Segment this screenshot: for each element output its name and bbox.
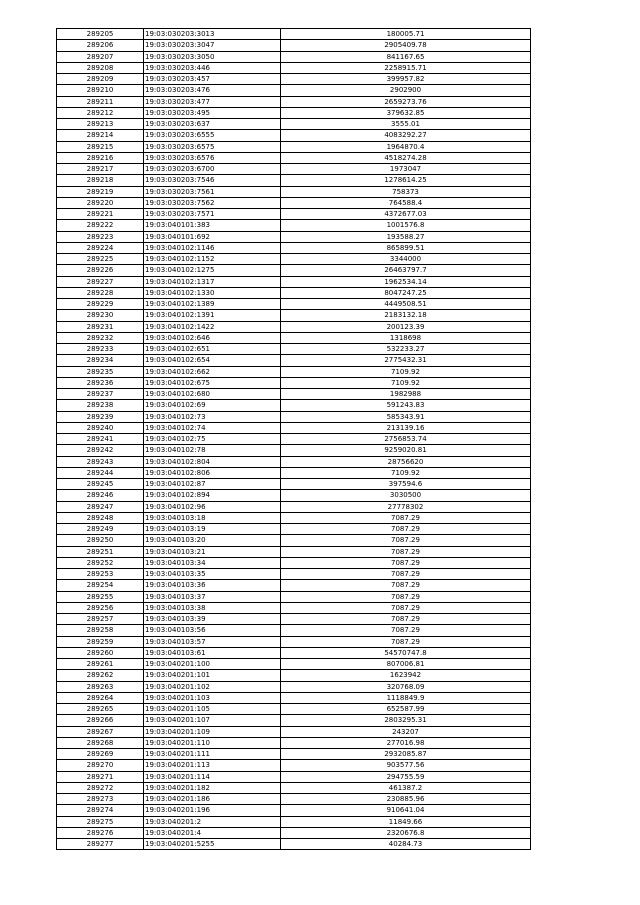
row-number-cell: 289258 [57, 625, 144, 636]
cadastral-number-cell: 19:03:040103:34 [144, 557, 281, 568]
value-cell: 7087.29 [281, 636, 531, 647]
value-cell: 7109.92 [281, 377, 531, 388]
table-row [57, 197, 531, 208]
cadastral-number-cell: 19:03:040102:96 [144, 501, 281, 512]
value-cell: 379632.85 [281, 107, 531, 118]
cadastral-number-cell: 19:03:040102:894 [144, 490, 281, 501]
row-number-cell: 289211 [57, 96, 144, 107]
row-number-cell: 289259 [57, 636, 144, 647]
table-row [57, 299, 531, 310]
value-cell: 2902900 [281, 85, 531, 96]
cadastral-number-cell: 19:03:040201:114 [144, 771, 281, 782]
table-row [57, 490, 531, 501]
value-cell: 7087.29 [281, 512, 531, 523]
cadastral-number-cell: 19:03:040103:38 [144, 602, 281, 613]
cadastral-number-cell: 19:03:030203:3047 [144, 40, 281, 51]
value-cell: 7087.29 [281, 614, 531, 625]
value-cell: 7087.29 [281, 535, 531, 546]
table-row [57, 445, 531, 456]
row-number-cell: 289225 [57, 254, 144, 265]
table-body [57, 29, 531, 850]
row-number-cell: 289244 [57, 467, 144, 478]
row-number-cell: 289269 [57, 749, 144, 760]
cadastral-number-cell: 19:03:040103:61 [144, 647, 281, 658]
table-row [57, 512, 531, 523]
value-cell: 758373 [281, 186, 531, 197]
row-number-cell: 289248 [57, 512, 144, 523]
row-number-cell: 289255 [57, 591, 144, 602]
cadastral-number-cell: 19:03:040103:18 [144, 512, 281, 523]
row-number-cell: 289208 [57, 62, 144, 73]
cadastral-number-cell: 19:03:040201:182 [144, 782, 281, 793]
value-cell: 277016.98 [281, 737, 531, 748]
table-row [57, 422, 531, 433]
row-number-cell: 289219 [57, 186, 144, 197]
cadastral-number-cell: 19:03:040201:5255 [144, 839, 281, 850]
table-row [57, 546, 531, 557]
table-row [57, 62, 531, 73]
cadastral-number-cell: 19:03:040103:57 [144, 636, 281, 647]
cadastral-number-cell: 19:03:040102:1152 [144, 254, 281, 265]
table-row [57, 456, 531, 467]
row-number-cell: 289240 [57, 422, 144, 433]
cadastral-number-cell: 19:03:040201:103 [144, 692, 281, 703]
cadastral-number-cell: 19:03:040201:113 [144, 760, 281, 771]
value-cell: 2803295.31 [281, 715, 531, 726]
cadastral-number-cell: 19:03:040201:100 [144, 659, 281, 670]
cadastral-number-cell: 19:03:040102:1330 [144, 287, 281, 298]
table-row [57, 602, 531, 613]
cadastral-number-cell: 19:03:040103:36 [144, 580, 281, 591]
cadastral-number-cell: 19:03:040102:74 [144, 422, 281, 433]
row-number-cell: 289220 [57, 197, 144, 208]
row-number-cell: 289251 [57, 546, 144, 557]
table-row [57, 827, 531, 838]
row-number-cell: 289212 [57, 107, 144, 118]
row-number-cell: 289215 [57, 141, 144, 152]
row-number-cell: 289205 [57, 29, 144, 40]
cadastral-number-cell: 19:03:040103:39 [144, 614, 281, 625]
table-row [57, 107, 531, 118]
row-number-cell: 289241 [57, 434, 144, 445]
value-cell: 764588.4 [281, 197, 531, 208]
table-row [57, 265, 531, 276]
table-row [57, 389, 531, 400]
value-cell: 4518274.28 [281, 152, 531, 163]
row-number-cell: 289221 [57, 209, 144, 220]
row-number-cell: 289213 [57, 119, 144, 130]
value-cell: 28756620 [281, 456, 531, 467]
table-row [57, 254, 531, 265]
cadastral-number-cell: 19:03:040102:804 [144, 456, 281, 467]
value-cell: 7087.29 [281, 602, 531, 613]
row-number-cell: 289264 [57, 692, 144, 703]
row-number-cell: 289257 [57, 614, 144, 625]
cadastral-number-cell: 19:03:040102:1146 [144, 242, 281, 253]
row-number-cell: 289261 [57, 659, 144, 670]
table-row [57, 40, 531, 51]
row-number-cell: 289246 [57, 490, 144, 501]
table-row [57, 479, 531, 490]
cadastral-number-cell: 19:03:040102:1389 [144, 299, 281, 310]
value-cell: 40284.73 [281, 839, 531, 850]
cadastral-number-cell: 19:03:040102:73 [144, 411, 281, 422]
row-number-cell: 289209 [57, 74, 144, 85]
cadastral-number-cell: 19:03:040102:87 [144, 479, 281, 490]
table-row [57, 377, 531, 388]
table-row [57, 816, 531, 827]
cadastral-number-cell: 19:03:030203:7562 [144, 197, 281, 208]
value-cell: 1973047 [281, 164, 531, 175]
table-row [57, 332, 531, 343]
row-number-cell: 289236 [57, 377, 144, 388]
value-cell: 7087.29 [281, 591, 531, 602]
cadastral-number-cell: 19:03:030203:457 [144, 74, 281, 85]
row-number-cell: 289217 [57, 164, 144, 175]
cadastral-number-cell: 19:03:040102:1275 [144, 265, 281, 276]
cadastral-number-cell: 19:03:040201:105 [144, 704, 281, 715]
row-number-cell: 289235 [57, 366, 144, 377]
value-cell: 7087.29 [281, 580, 531, 591]
row-number-cell: 289232 [57, 332, 144, 343]
value-cell: 7087.29 [281, 625, 531, 636]
value-cell: 200123.39 [281, 321, 531, 332]
table-row [57, 625, 531, 636]
row-number-cell: 289226 [57, 265, 144, 276]
value-cell: 1982988 [281, 389, 531, 400]
row-number-cell: 289249 [57, 524, 144, 535]
value-cell: 2659273.76 [281, 96, 531, 107]
value-cell: 243207 [281, 726, 531, 737]
cadastral-value-table [56, 28, 531, 850]
table-row [57, 715, 531, 726]
value-cell: 7087.29 [281, 546, 531, 557]
table-row [57, 681, 531, 692]
value-cell: 2756853.74 [281, 434, 531, 445]
table-row [57, 85, 531, 96]
cadastral-number-cell: 19:03:030203:446 [144, 62, 281, 73]
table-row [57, 242, 531, 253]
row-number-cell: 289242 [57, 445, 144, 456]
row-number-cell: 289216 [57, 152, 144, 163]
cadastral-number-cell: 19:03:040101:692 [144, 231, 281, 242]
table-row [57, 119, 531, 130]
cadastral-number-cell: 19:03:040103:19 [144, 524, 281, 535]
table-row [57, 400, 531, 411]
row-number-cell: 289227 [57, 276, 144, 287]
value-cell: 213139.16 [281, 422, 531, 433]
table-row [57, 130, 531, 141]
row-number-cell: 289229 [57, 299, 144, 310]
value-cell: 2905409.78 [281, 40, 531, 51]
value-cell: 585343.91 [281, 411, 531, 422]
table-row [57, 366, 531, 377]
row-number-cell: 289239 [57, 411, 144, 422]
table-row [57, 737, 531, 748]
value-cell: 230885.96 [281, 794, 531, 805]
cadastral-number-cell: 19:03:030203:6555 [144, 130, 281, 141]
cadastral-number-cell: 19:03:030203:6576 [144, 152, 281, 163]
value-cell: 4449508.51 [281, 299, 531, 310]
table-row [57, 164, 531, 175]
cadastral-number-cell: 19:03:040102:662 [144, 366, 281, 377]
row-number-cell: 289245 [57, 479, 144, 490]
row-number-cell: 289254 [57, 580, 144, 591]
row-number-cell: 289222 [57, 220, 144, 231]
cadastral-number-cell: 19:03:040201:102 [144, 681, 281, 692]
table-row [57, 535, 531, 546]
cadastral-number-cell: 19:03:040201:101 [144, 670, 281, 681]
table-row [57, 344, 531, 355]
table-row [57, 29, 531, 40]
cadastral-number-cell: 19:03:040102:680 [144, 389, 281, 400]
row-number-cell: 289223 [57, 231, 144, 242]
cadastral-number-cell: 19:03:040102:75 [144, 434, 281, 445]
row-number-cell: 289268 [57, 737, 144, 748]
value-cell: 399957.82 [281, 74, 531, 85]
table-row [57, 152, 531, 163]
table-row [57, 591, 531, 602]
row-number-cell: 289272 [57, 782, 144, 793]
row-number-cell: 289228 [57, 287, 144, 298]
row-number-cell: 289256 [57, 602, 144, 613]
row-number-cell: 289270 [57, 760, 144, 771]
cadastral-number-cell: 19:03:040102:651 [144, 344, 281, 355]
value-cell: 3030500 [281, 490, 531, 501]
table-row [57, 839, 531, 850]
row-number-cell: 289267 [57, 726, 144, 737]
cadastral-number-cell: 19:03:040102:69 [144, 400, 281, 411]
row-number-cell: 289275 [57, 816, 144, 827]
table-row [57, 411, 531, 422]
table-row [57, 782, 531, 793]
cadastral-number-cell: 19:03:040103:21 [144, 546, 281, 557]
table-row [57, 141, 531, 152]
value-cell: 807006.81 [281, 659, 531, 670]
table-row [57, 231, 531, 242]
value-cell: 865899.51 [281, 242, 531, 253]
value-cell: 1623942 [281, 670, 531, 681]
cadastral-number-cell: 19:03:030203:7546 [144, 175, 281, 186]
value-cell: 26463797.7 [281, 265, 531, 276]
table-row [57, 321, 531, 332]
value-cell: 4372677.03 [281, 209, 531, 220]
value-cell: 8047247.25 [281, 287, 531, 298]
row-number-cell: 289252 [57, 557, 144, 568]
table-row [57, 287, 531, 298]
table-row [57, 51, 531, 62]
value-cell: 2258915.71 [281, 62, 531, 73]
row-number-cell: 289260 [57, 647, 144, 658]
row-number-cell: 289210 [57, 85, 144, 96]
table-row [57, 96, 531, 107]
cadastral-number-cell: 19:03:030203:7561 [144, 186, 281, 197]
value-cell: 4083292.27 [281, 130, 531, 141]
value-cell: 9259020.81 [281, 445, 531, 456]
row-number-cell: 289266 [57, 715, 144, 726]
value-cell: 7087.29 [281, 524, 531, 535]
table-row [57, 557, 531, 568]
row-number-cell: 289230 [57, 310, 144, 321]
table-row [57, 726, 531, 737]
cadastral-number-cell: 19:03:040201:196 [144, 805, 281, 816]
row-number-cell: 289262 [57, 670, 144, 681]
row-number-cell: 289273 [57, 794, 144, 805]
cadastral-number-cell: 19:03:040201:109 [144, 726, 281, 737]
table-row [57, 704, 531, 715]
value-cell: 2932085.87 [281, 749, 531, 760]
cadastral-number-cell: 19:03:040103:20 [144, 535, 281, 546]
cadastral-number-cell: 19:03:040102:675 [144, 377, 281, 388]
cadastral-number-cell: 19:03:030203:7571 [144, 209, 281, 220]
table-row [57, 524, 531, 535]
cadastral-number-cell: 19:03:040201:107 [144, 715, 281, 726]
value-cell: 652587.99 [281, 704, 531, 715]
value-cell: 320768.09 [281, 681, 531, 692]
value-cell: 1278614.25 [281, 175, 531, 186]
value-cell: 193588.27 [281, 231, 531, 242]
value-cell: 461387.2 [281, 782, 531, 793]
table-row [57, 209, 531, 220]
cadastral-number-cell: 19:03:040102:1422 [144, 321, 281, 332]
cadastral-number-cell: 19:03:040103:35 [144, 569, 281, 580]
value-cell: 910641.04 [281, 805, 531, 816]
table-row [57, 310, 531, 321]
value-cell: 532233.27 [281, 344, 531, 355]
cadastral-number-cell: 19:03:030203:476 [144, 85, 281, 96]
row-number-cell: 289231 [57, 321, 144, 332]
row-number-cell: 289271 [57, 771, 144, 782]
row-number-cell: 289234 [57, 355, 144, 366]
row-number-cell: 289263 [57, 681, 144, 692]
value-cell: 27778302 [281, 501, 531, 512]
table-row [57, 220, 531, 231]
value-cell: 2183132.18 [281, 310, 531, 321]
row-number-cell: 289224 [57, 242, 144, 253]
table-row [57, 670, 531, 681]
value-cell: 11849.66 [281, 816, 531, 827]
value-cell: 2775432.31 [281, 355, 531, 366]
value-cell: 591243.83 [281, 400, 531, 411]
cadastral-number-cell: 19:03:040101:383 [144, 220, 281, 231]
table-row [57, 276, 531, 287]
row-number-cell: 289277 [57, 839, 144, 850]
value-cell: 1962534.14 [281, 276, 531, 287]
value-cell: 1318698 [281, 332, 531, 343]
cadastral-number-cell: 19:03:030203:495 [144, 107, 281, 118]
row-number-cell: 289250 [57, 535, 144, 546]
table-row [57, 659, 531, 670]
value-cell: 3555.01 [281, 119, 531, 130]
cadastral-number-cell: 19:03:040102:1391 [144, 310, 281, 321]
cadastral-number-cell: 19:03:040102:646 [144, 332, 281, 343]
value-cell: 841167.65 [281, 51, 531, 62]
cadastral-number-cell: 19:03:040201:111 [144, 749, 281, 760]
row-number-cell: 289237 [57, 389, 144, 400]
value-cell: 294755.59 [281, 771, 531, 782]
table-row [57, 794, 531, 805]
row-number-cell: 289243 [57, 456, 144, 467]
cadastral-number-cell: 19:03:040103:37 [144, 591, 281, 602]
value-cell: 1118849.9 [281, 692, 531, 703]
cadastral-number-cell: 19:03:030203:477 [144, 96, 281, 107]
table-row [57, 805, 531, 816]
table-row [57, 771, 531, 782]
row-number-cell: 289276 [57, 827, 144, 838]
cadastral-number-cell: 19:03:040102:78 [144, 445, 281, 456]
cadastral-number-cell: 19:03:040201:2 [144, 816, 281, 827]
row-number-cell: 289265 [57, 704, 144, 715]
cadastral-number-cell: 19:03:040201:186 [144, 794, 281, 805]
table-row [57, 760, 531, 771]
row-number-cell: 289207 [57, 51, 144, 62]
table-row [57, 175, 531, 186]
cadastral-number-cell: 19:03:040201:4 [144, 827, 281, 838]
table-row [57, 647, 531, 658]
value-cell: 54570747.8 [281, 647, 531, 658]
value-cell: 7109.92 [281, 366, 531, 377]
row-number-cell: 289214 [57, 130, 144, 141]
cadastral-number-cell: 19:03:040102:1317 [144, 276, 281, 287]
cadastral-number-cell: 19:03:040102:806 [144, 467, 281, 478]
cadastral-number-cell: 19:03:030203:6700 [144, 164, 281, 175]
cadastral-number-cell: 19:03:040102:654 [144, 355, 281, 366]
table-row [57, 614, 531, 625]
value-cell: 7087.29 [281, 569, 531, 580]
row-number-cell: 289274 [57, 805, 144, 816]
value-cell: 7087.29 [281, 557, 531, 568]
value-cell: 3344000 [281, 254, 531, 265]
table-row [57, 186, 531, 197]
table-row [57, 749, 531, 760]
cadastral-number-cell: 19:03:040201:110 [144, 737, 281, 748]
table-row [57, 580, 531, 591]
row-number-cell: 289233 [57, 344, 144, 355]
row-number-cell: 289206 [57, 40, 144, 51]
cadastral-number-cell: 19:03:030203:637 [144, 119, 281, 130]
value-cell: 1964870.4 [281, 141, 531, 152]
value-cell: 397594.6 [281, 479, 531, 490]
cadastral-number-cell: 19:03:030203:3050 [144, 51, 281, 62]
value-cell: 903577.56 [281, 760, 531, 771]
row-number-cell: 289247 [57, 501, 144, 512]
table-row [57, 434, 531, 445]
table-row [57, 636, 531, 647]
table-row [57, 467, 531, 478]
table-row [57, 692, 531, 703]
row-number-cell: 289218 [57, 175, 144, 186]
value-cell: 1001576.8 [281, 220, 531, 231]
row-number-cell: 289238 [57, 400, 144, 411]
cadastral-number-cell: 19:03:030203:3013 [144, 29, 281, 40]
value-cell: 7109.92 [281, 467, 531, 478]
table-row [57, 74, 531, 85]
table-row [57, 501, 531, 512]
table-row [57, 355, 531, 366]
row-number-cell: 289253 [57, 569, 144, 580]
value-cell: 2320676.8 [281, 827, 531, 838]
cadastral-number-cell: 19:03:040103:56 [144, 625, 281, 636]
cadastral-number-cell: 19:03:030203:6575 [144, 141, 281, 152]
value-cell: 180005.71 [281, 29, 531, 40]
table-row [57, 569, 531, 580]
